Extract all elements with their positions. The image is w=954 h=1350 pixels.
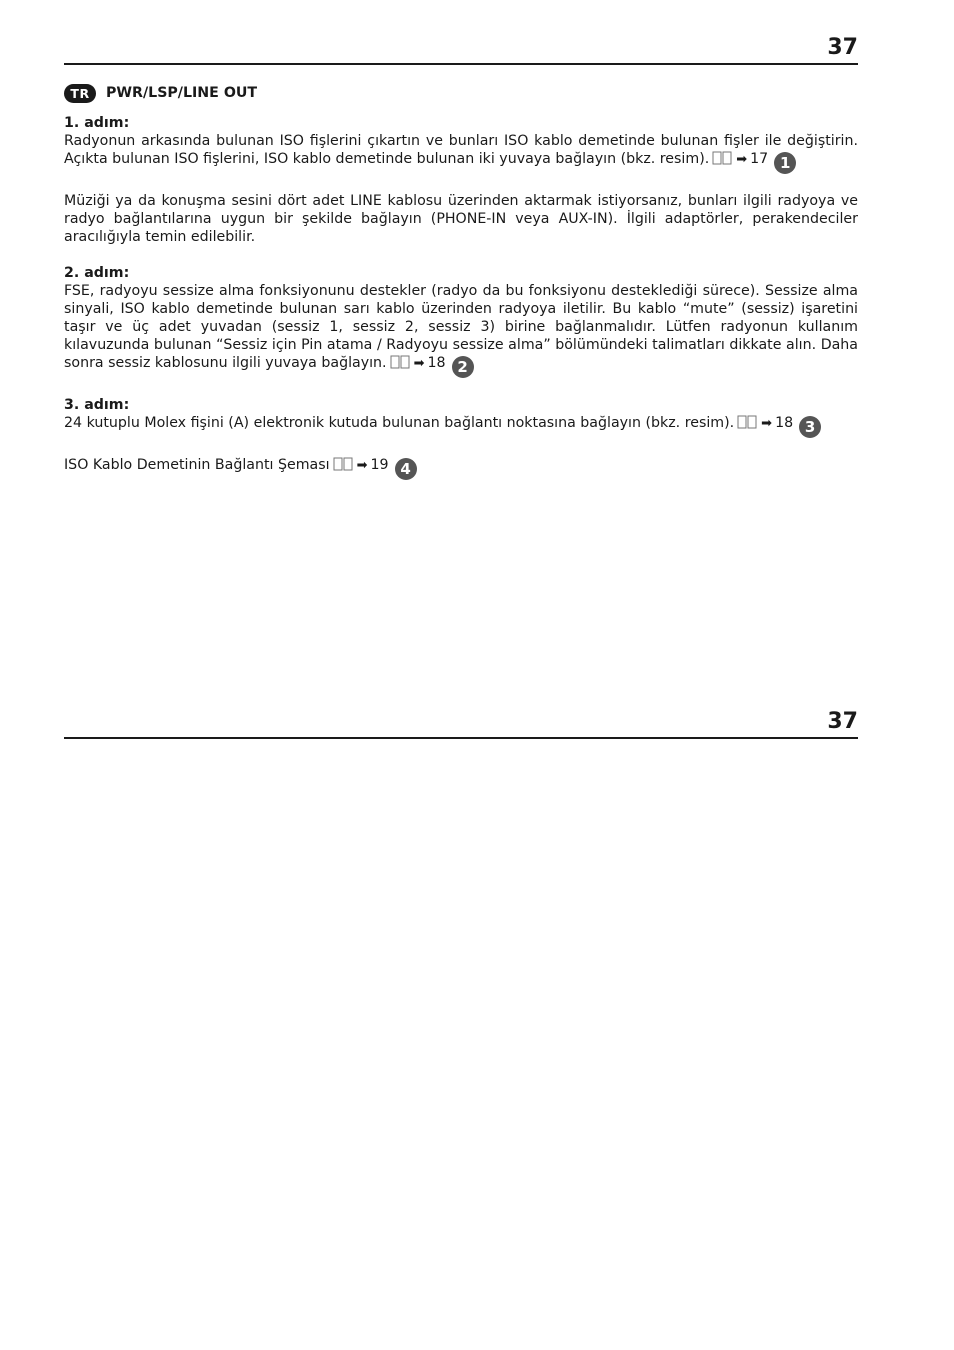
- figure-number-badge: 4: [395, 458, 417, 480]
- bottom-rule: [64, 737, 858, 739]
- step-2-text: FSE, radyoyu sessize alma fonksiyonunu destekler (radyo da bu fonksiyonu desteklediği sürece). Sessize alma sinyali, ISO kablo demetinde bulunan sarı kablo üzerinden radyoya iletilir. Bu kablo “mute” (sessiz) işaretini taşır ve üç adet yuvadan (sessiz 1, sessiz 2, sessiz 3) birine bağlanmalıdır. Lütfen radyonun kullanım kılavuzunda bulunan “Sessiz için Pin atama / Radyoyu sessize alma” bölümündeki talimatları dikkate alın. Daha sonra sessiz kablosunu ilgili yuvaya bağlayın.: [64, 283, 858, 371]
- step-1-ref-page: 17: [750, 151, 769, 167]
- document-content: [64, 82, 858, 480]
- step-1-paragraph-1: [64, 132, 858, 174]
- schema-line: [64, 456, 858, 480]
- step-1-figure-reference: [709, 151, 796, 172]
- step-3-paragraph-1: [64, 414, 858, 438]
- step-3: [64, 396, 858, 438]
- step-2-paragraph-1: [64, 282, 858, 378]
- top-rule: [64, 63, 858, 65]
- arrow-right-icon: ➡: [761, 416, 773, 431]
- step-1-paragraph-2: Müziği ya da konuşma sesini dört adet LINE kablosu üzerinden aktarmak istiyorsanız, bunları ilgili radyoya ve radyo bağlantılarına uygun bir şekilde bağlayın (PHONE-IN veya AUX-IN). İlgili adaptörler, perakendeciler aracılığıyla temin edilebilir.: [64, 193, 858, 245]
- book-icon: [333, 457, 353, 471]
- page-number-bottom: 37: [827, 709, 858, 734]
- step-1: [64, 114, 858, 246]
- step-1-text: Radyonun arkasında bulunan ISO fişlerini çıkartın ve bunları ISO kablo demetinde bulunan fişler ile değiştirin. Açıkta bulunan ISO fişlerini, ISO kablo demetinde bulunan iki yuvaya bağlayın (bkz. resim).: [64, 133, 858, 167]
- book-icon: [390, 355, 410, 369]
- schema-ref-page: 19: [370, 457, 389, 473]
- step-2-ref-page: 18: [427, 355, 446, 371]
- section-header: [64, 82, 858, 104]
- language-badge: TR: [64, 84, 96, 103]
- step-2-figure-reference: [387, 355, 474, 376]
- arrow-right-icon: ➡: [413, 356, 425, 371]
- step-3-heading: 3. adım:: [64, 397, 130, 413]
- step-3-figure-reference: [734, 415, 821, 436]
- figure-number-badge: 2: [452, 356, 474, 378]
- figure-number-badge: 3: [799, 416, 821, 438]
- step-3-ref-page: 18: [775, 415, 794, 431]
- arrow-right-icon: ➡: [356, 458, 368, 473]
- book-icon: [737, 415, 757, 429]
- page-number-top: 37: [827, 35, 858, 60]
- step-2: [64, 264, 858, 378]
- figure-number-badge: 1: [774, 152, 796, 174]
- step-1-heading: 1. adım:: [64, 115, 130, 131]
- schema-text: ISO Kablo Demetinin Bağlantı Şeması: [64, 457, 330, 473]
- step-2-heading: 2. adım:: [64, 265, 130, 281]
- step-3-text: 24 kutuplu Molex fişini (A) elektronik kutuda bulunan bağlantı noktasına bağlayın (bkz. resim).: [64, 415, 735, 431]
- book-icon: [712, 151, 732, 165]
- section-title: PWR/LSP/LINE OUT: [106, 85, 258, 101]
- arrow-right-icon: ➡: [736, 152, 748, 167]
- schema-figure-reference: [330, 457, 417, 478]
